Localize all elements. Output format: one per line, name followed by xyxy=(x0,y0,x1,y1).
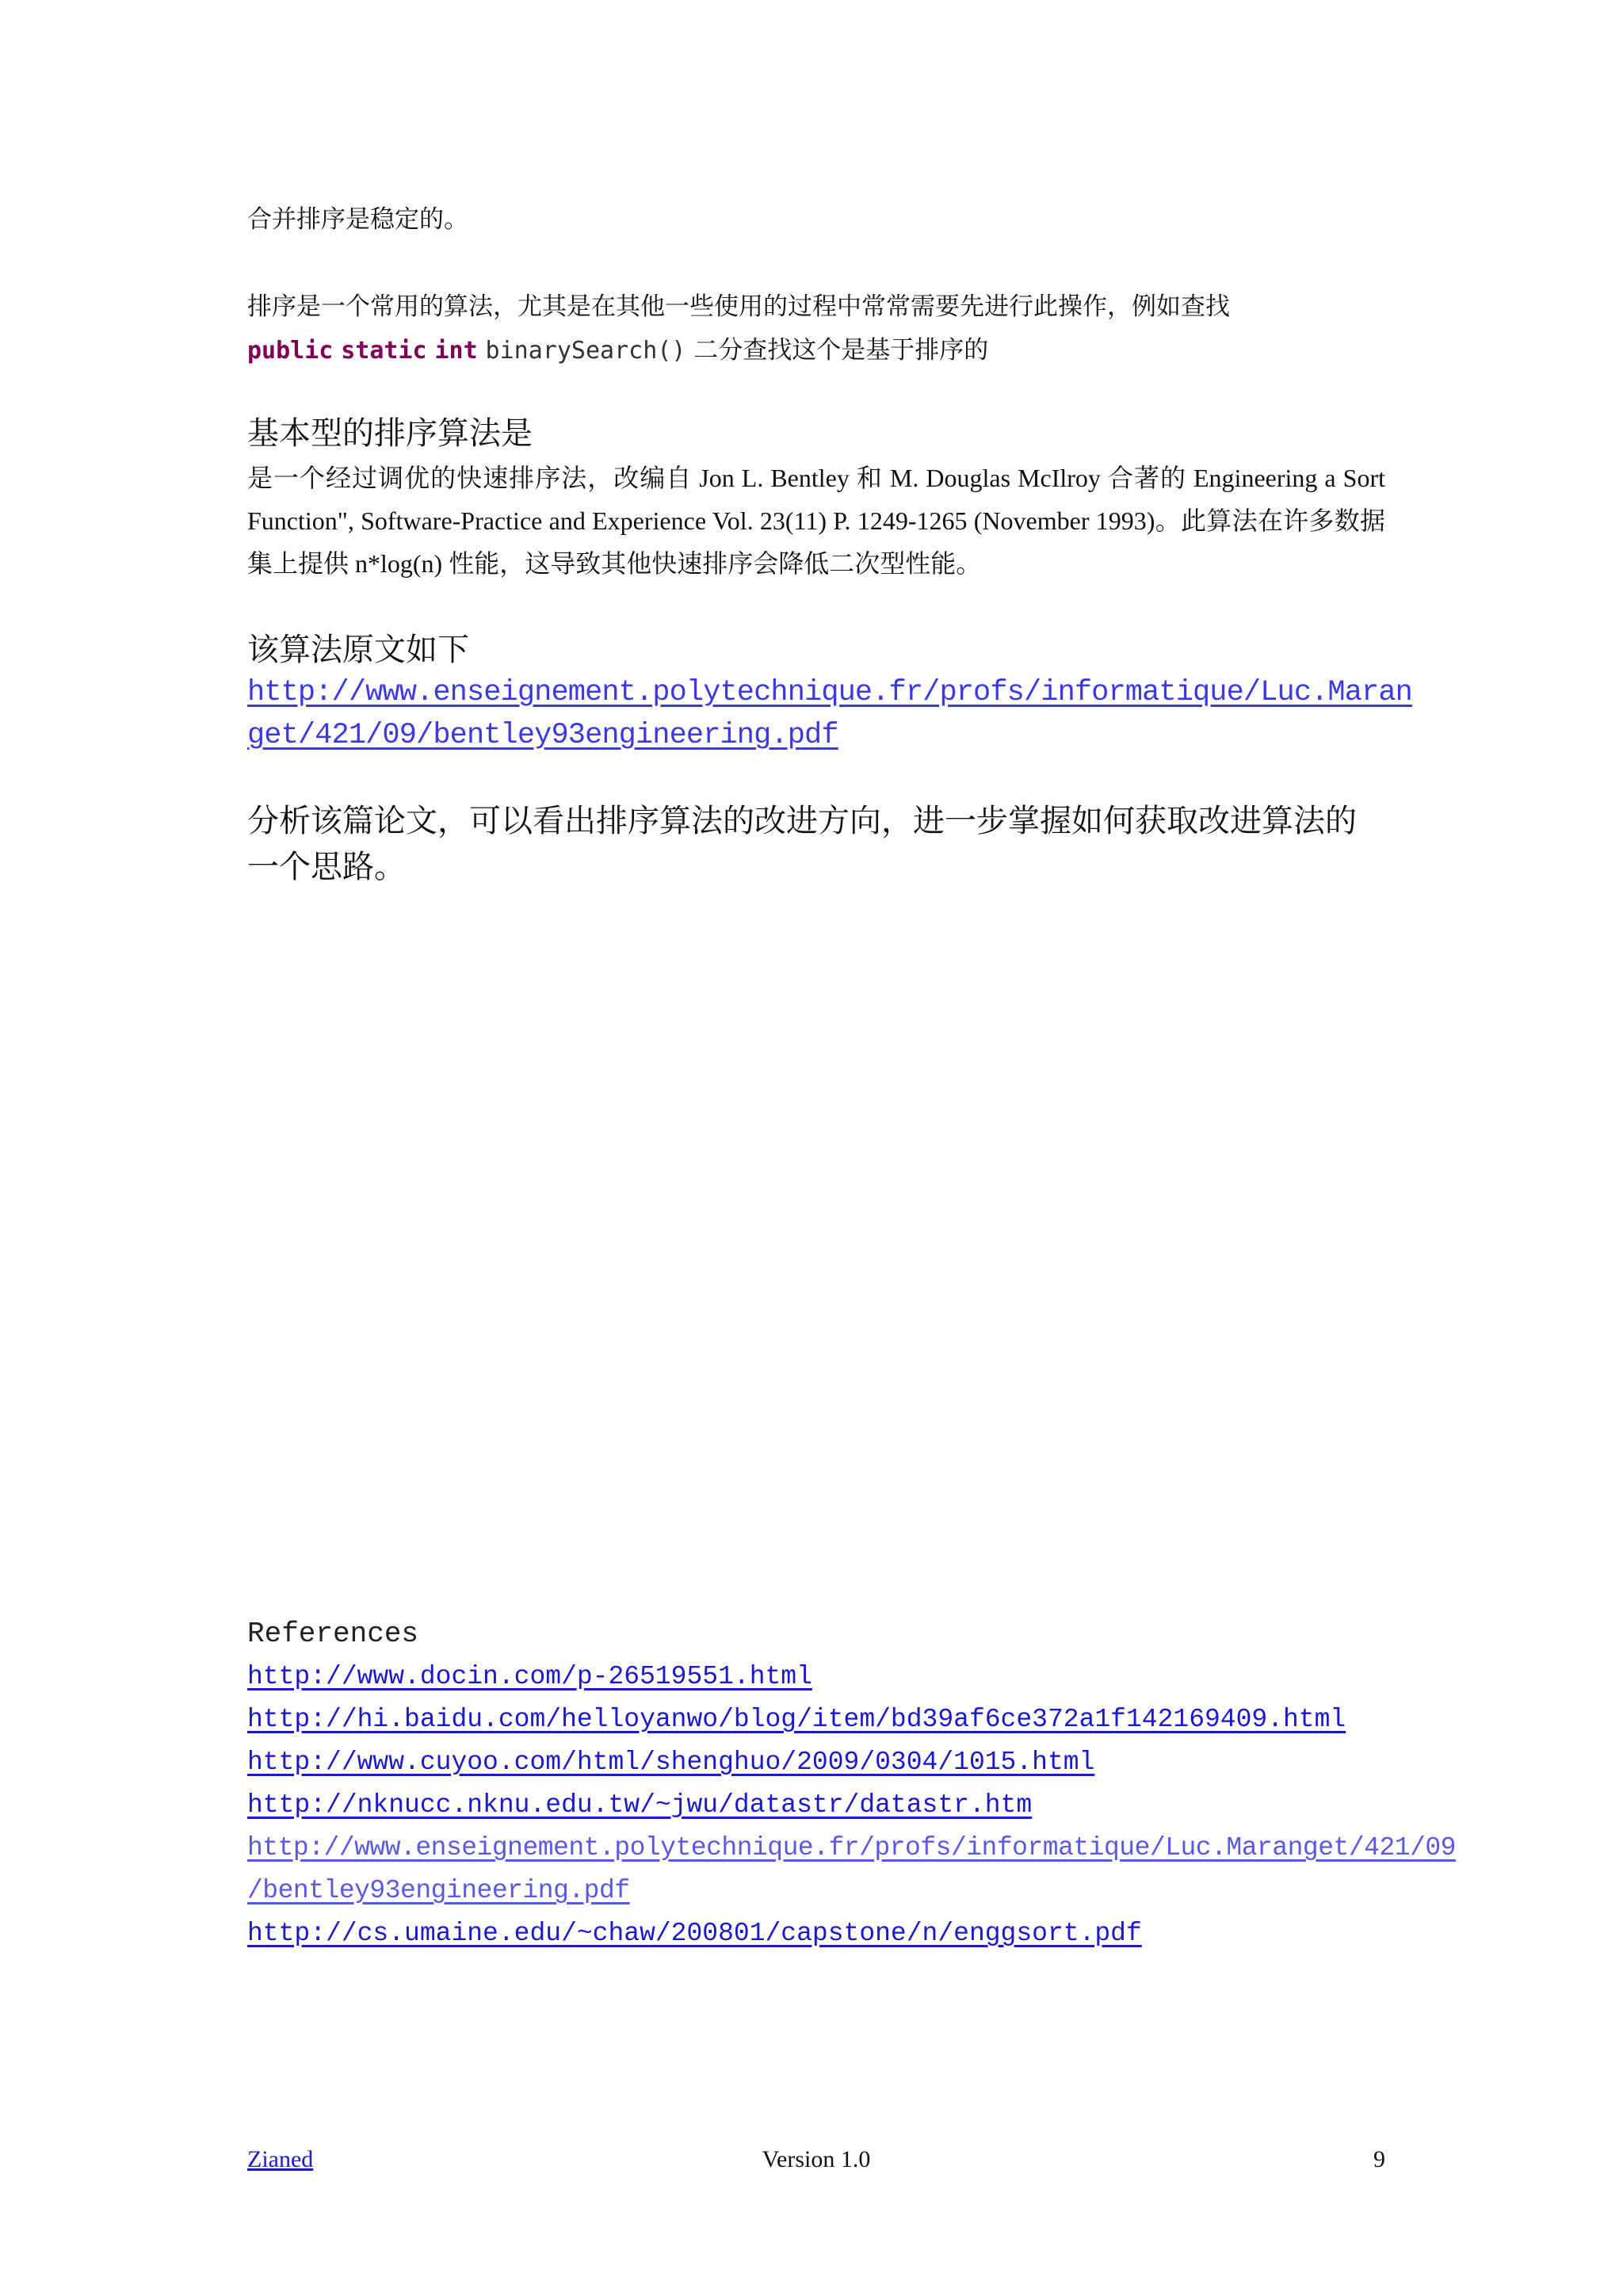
paper-link-line1[interactable]: http://www.enseignement.polytechnique.fr/profs/informatique/Luc.Maran xyxy=(247,676,1412,709)
reference-link[interactable]: http://www.cuyoo.com/html/shenghuo/2009/0304/1015.html xyxy=(247,1748,1095,1777)
reference-link-long-line1[interactable]: http://www.enseignement.polytechnique.fr/profs/informatique/Luc.Maranget/421/09 xyxy=(247,1833,1456,1862)
algorithm-description: 是一个经过调优的快速排序法，改编自 Jon L. Bentley 和 M. Douglas McIlroy 合著的 Engineering a Sort Function", Software-Practice and Experience Vol. 23(11) P. 1249-1265 (November 1993)。此算法在许多数据集上提供 n*log(n) 性能，这导致其他快速排序会降低二次型性能。 xyxy=(247,464,1385,578)
paper-link-line2[interactable]: get/421/09/bentley93engineering.pdf xyxy=(247,719,838,752)
original-paper-heading: 该算法原文如下 xyxy=(247,632,469,668)
paper-link[interactable] xyxy=(247,671,1412,757)
references-list xyxy=(247,1656,1456,1955)
reference-link[interactable]: http://nknucc.nknu.edu.tw/~jwu/datastr/datastr.htm xyxy=(247,1790,1033,1820)
analysis-line1: 分析该篇论文，可以看出排序算法的改进方向，进一步掌握如何获取改进算法的 xyxy=(247,803,1357,839)
basic-sort-heading: 基本型的排序算法是 xyxy=(247,415,533,452)
reference-link[interactable]: http://hi.baidu.com/helloyanwo/blog/item/bd39af6ce372a1f142169409.html xyxy=(247,1705,1346,1734)
footer-page-number: 9 xyxy=(1373,2146,1385,2172)
analysis-paragraph xyxy=(247,798,1357,890)
stable-sort-note: 合并排序是稳定的。 xyxy=(247,205,468,234)
sorting-intro-text: 排序是一个常用的算法，尤其是在其他一些使用的过程中常常需要先进行此操作，例如查找 xyxy=(247,292,1230,321)
footer-author-link[interactable]: Zianed xyxy=(247,2146,314,2172)
code-description: 二分查找这个是基于排序的 xyxy=(685,336,989,365)
reference-link[interactable]: http://www.docin.com/p-26519551.html xyxy=(247,1662,812,1691)
page-footer xyxy=(247,2146,1385,2178)
keyword-int: int xyxy=(434,337,478,365)
analysis-line2: 一个思路。 xyxy=(247,849,406,885)
method-name: binarySearch() xyxy=(485,337,686,365)
keyword-public: public xyxy=(247,337,334,365)
references-title: References xyxy=(247,1618,419,1650)
footer-version: Version 1.0 xyxy=(762,2146,871,2172)
code-snippet-line xyxy=(247,329,988,372)
reference-link-long-line2[interactable]: /bentley93engineering.pdf xyxy=(247,1876,630,1905)
keyword-static: static xyxy=(341,337,427,365)
reference-link[interactable]: http://cs.umaine.edu/~chaw/200801/capstone/n/enggsort.pdf xyxy=(247,1919,1142,1948)
